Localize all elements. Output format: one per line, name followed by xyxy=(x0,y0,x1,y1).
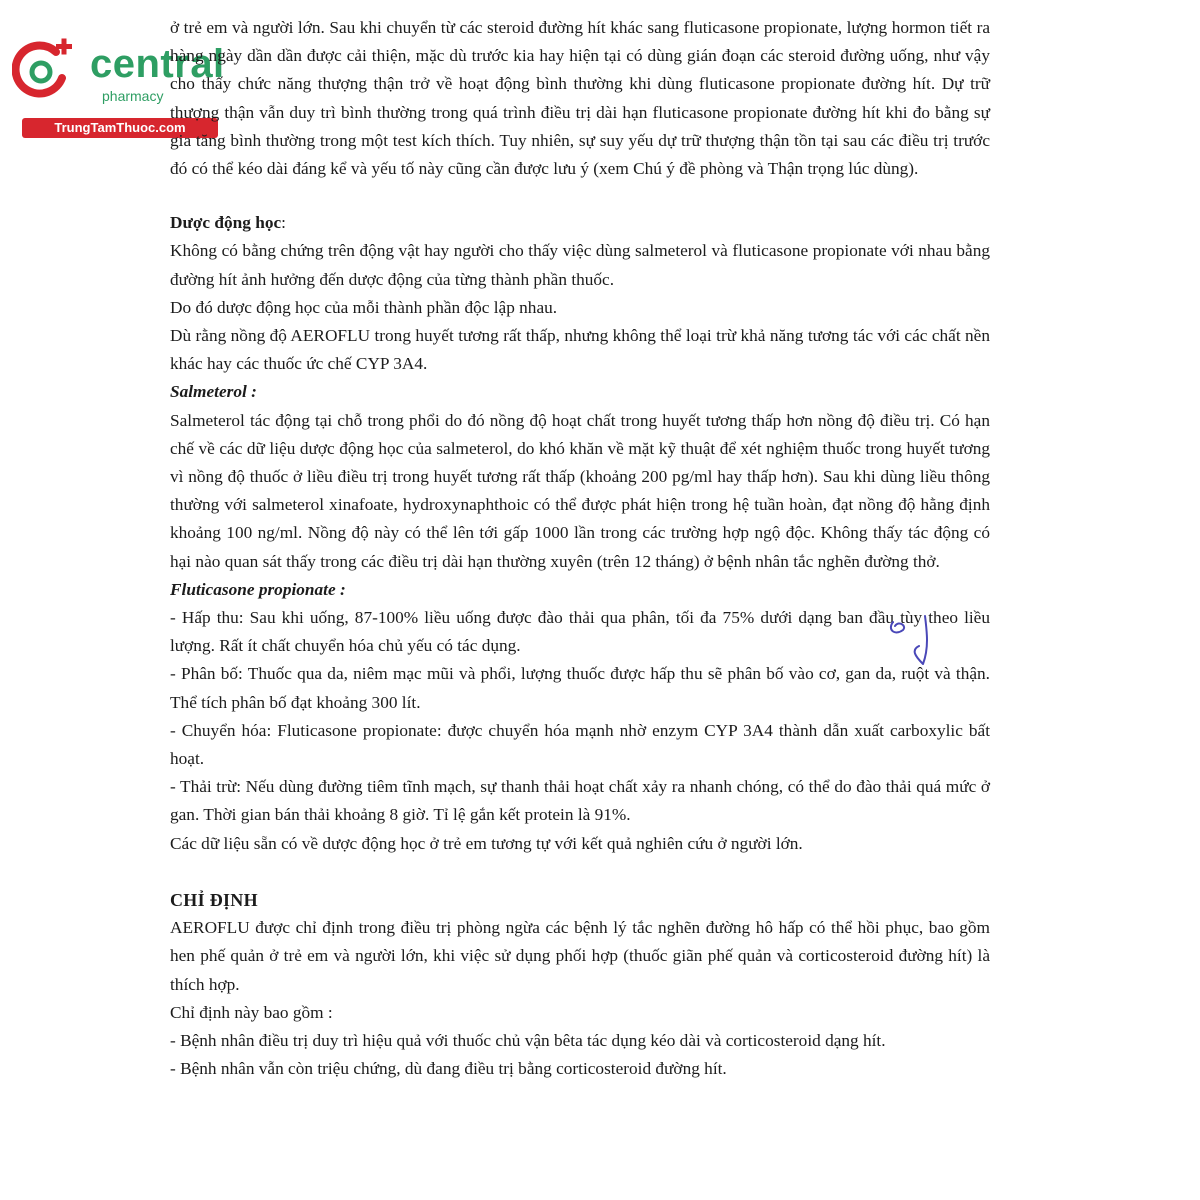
salmeterol-paragraph: Salmeterol tác động tại chỗ trong phổi do đó nồng độ hoạt chất trong huyết tương thấp hơn nồng độ điều trị. Có hạn chế về các dữ liệu dược động học của salmeterol, do khó khăn về mặt kỹ thuật để xét nghiệm thuốc trong huyết tương vì nồng độ thuốc ở liều điều trị trong huyết tương rất thấp (khoảng 200 pg/ml hay thấp hơn). Sau khi dùng liều thông thường với salmeterol xinafoate, hydroxynaphthoic có thể được phát hiện trong hệ tuần hoàn, đạt nồng độ hằng định khoảng 100 ng/ml. Nồng độ này có thể lên tới gấp 1000 lần trong các trường hợp ngộ độc. Không thấy tác động có hại nào quan sát thấy trong các điều trị dài hạn thường xuyên (trên 12 tháng) ở bệnh nhân tắc nghẽn đường thở. xyxy=(170,410,990,571)
intro-paragraph: ở trẻ em và người lớn. Sau khi chuyển từ các steroid đường hít khác sang fluticasone propionate, lượng hormon tiết ra hàng ngày dần dần được cải thiện, mặc dù trước kia hay hiện tại có dùng gián đoạn các steroid đường uống, như vậy cho thấy chức năng thượng thận trở về hoạt động bình thường khi dùng fluticasone propionate đường hít. Dự trữ thượng thận vẫn duy trì bình thường trong quá trình điều trị dài hạn fluticasone propionate đường hít khi đo bằng sự gia tăng bình thường trong một test kích thích. Tuy nhiên, sự suy yếu dự trữ thượng thận tồn tại sau các điều trị trước đó có thể kéo dài đáng kể và yếu tố này cũng cần được lưu ý (xem Chú ý đề phòng và Thận trọng lúc dùng). xyxy=(170,18,990,179)
logo-site-badge: TrungTamThuoc.com xyxy=(22,118,218,138)
indication-paragraph: AEROFLU được chỉ định trong điều trị phòng ngừa các bệnh lý tắc nghẽn đường hô hấp có thể hồi phục, bao gồm hen phế quản ở trẻ em và người lớn, khi việc sử dụng phối hợp (thuốc giãn phế quản và corticosteroid đường hít) là thích hợp. xyxy=(170,918,990,994)
pharmacokinetics-heading-colon: : xyxy=(281,213,286,233)
handwritten-signature xyxy=(885,612,945,672)
logo-sub-text: pharmacy xyxy=(102,88,164,104)
salmeterol-heading: Salmeterol : xyxy=(170,382,257,402)
indication-paragraph: - Bệnh nhân vẫn còn triệu chứng, dù đang điều trị bằng corticosteroid đường hít. xyxy=(170,1059,727,1079)
fluticasone-heading: Fluticasone propionate : xyxy=(170,579,346,599)
pharmacokinetics-heading xyxy=(170,209,990,237)
fluticasone-item: - Chuyển hóa: Fluticasone propionate: được chuyển hóa mạnh nhờ enzym CYP 3A4 thành dẫn xuất carboxylic bất hoạt. xyxy=(170,720,990,769)
fluticasone-item: Các dữ liệu sẵn có về dược động học ở trẻ em tương tự với kết quả nghiên cứu ở người lớn. xyxy=(170,833,803,853)
fluticasone-item: - Hấp thu: Sau khi uống, 87-100% liều uống được đào thải qua phân, tối đa 75% dưới dạng ban đầu tùy theo liều lượng. Rất ít chất chuyển hóa chủ yếu có tác dụng. xyxy=(170,608,990,656)
indication-paragraph: Chỉ định này bao gồm : xyxy=(170,1002,333,1022)
fluticasone-item: - Phân bố: Thuốc qua da, niêm mạc mũi và phổi, lượng thuốc được hấp thu sẽ phân bố vào cơ, gan da, ruột và thận. Thể tích phân bố đạt khoảng 300 lít. xyxy=(170,664,990,712)
pharmacokinetics-heading-text: Dược động học xyxy=(170,213,282,233)
document-page xyxy=(170,14,990,1083)
pk-paragraph: Do đó dược động học của mỗi thành phần độc lập nhau. xyxy=(170,297,558,317)
pk-paragraph: Dù rằng nồng độ AEROFLU trong huyết tương rất thấp, nhưng không thể loại trừ khả năng tương tác với các chất nền khác hay các thuốc ức chế CYP 3A4. xyxy=(170,326,990,374)
pk-paragraph: Không có bằng chứng trên động vật hay người cho thấy việc dùng salmeterol và fluticasone propionate với nhau bằng đường hít ảnh hưởng đến dược động của từng thành phần thuốc. xyxy=(170,241,990,289)
fluticasone-item: - Thải trừ: Nếu dùng đường tiêm tĩnh mạch, sự thanh thải hoạt chất xảy ra nhanh chóng, có thể do đào thải quá mức ở gan. Thời gian bán thải khoảng 8 giờ. Tỉ lệ gắn kết protein là 91%. xyxy=(170,777,990,825)
indication-heading: CHỈ ĐỊNH xyxy=(170,889,258,910)
central-pharmacy-logo-icon xyxy=(12,38,74,100)
logo-brand-text: central xyxy=(90,42,225,86)
indication-paragraph: - Bệnh nhân điều trị duy trì hiệu quả với thuốc chủ vận bêta tác dụng kéo dài và corticosteroid dạng hít. xyxy=(170,1030,886,1050)
